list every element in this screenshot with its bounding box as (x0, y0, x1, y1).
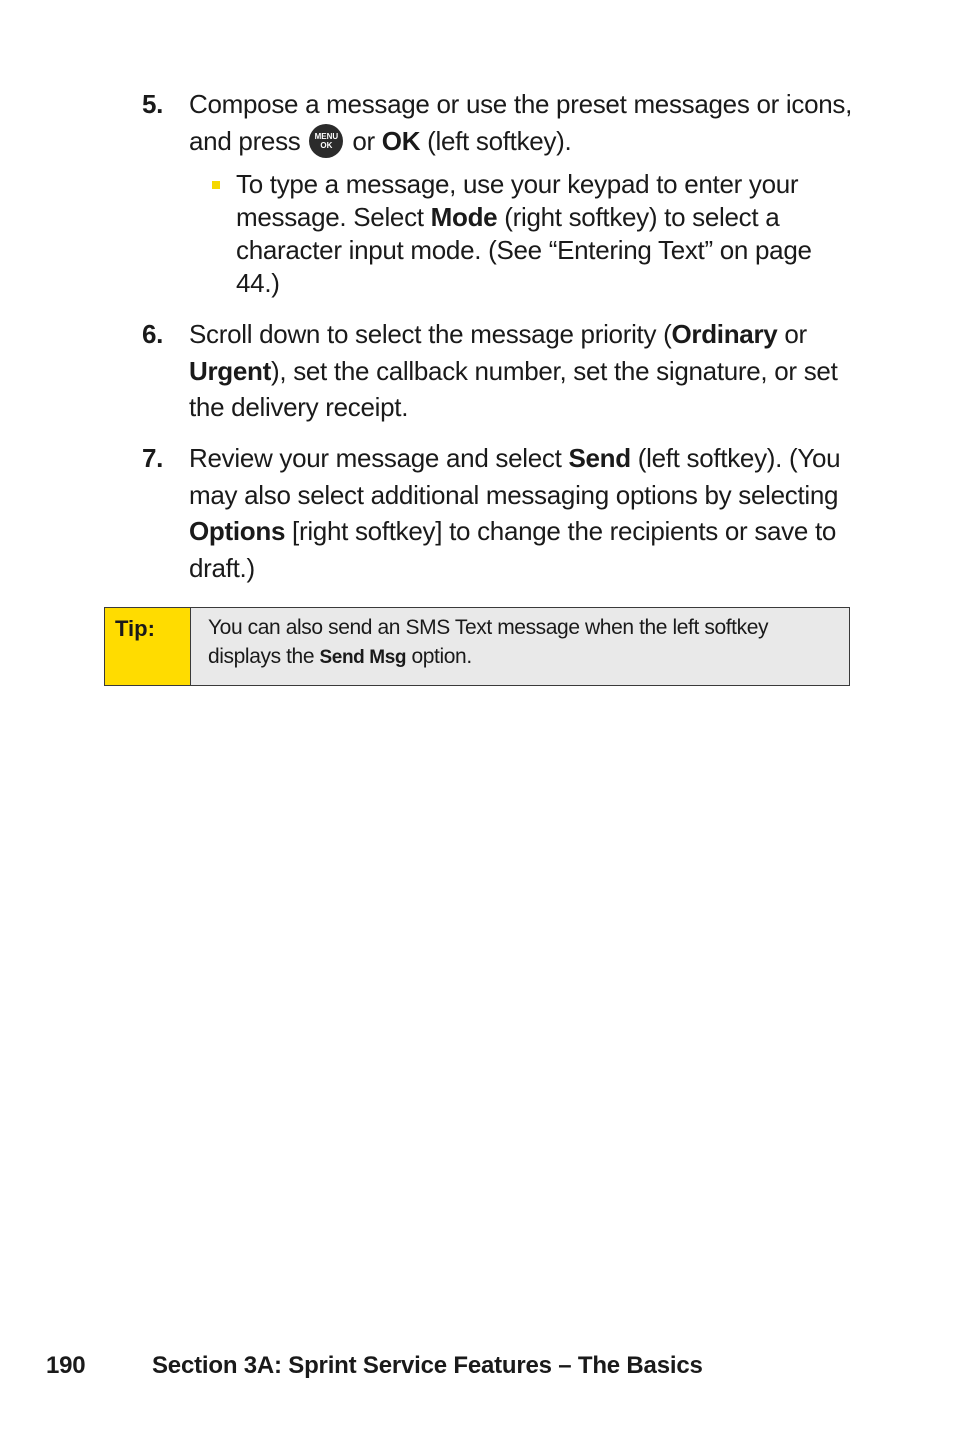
send-msg-label: Send Msg (319, 647, 407, 668)
step-text: Compose a message or use the preset messages or icons, and press MENU OK or OK (left softkey). (189, 89, 853, 156)
tip-label: Tip: (115, 616, 155, 641)
step-text: Scroll down to select the message priority (Ordinary or Urgent), set the callback number, set the signature, or set the delivery receipt. (189, 319, 838, 422)
ok-key-label: OK (381, 125, 421, 156)
step-number: 5. (142, 89, 164, 119)
step-number: 7. (142, 443, 164, 473)
send-key-label: Send (568, 443, 631, 473)
bullet-square-icon (212, 181, 220, 189)
menu-ok-icon: MENU OK (309, 124, 343, 158)
options-key-label: Options (189, 516, 286, 546)
tip-box (104, 607, 850, 686)
tip-label-cell (105, 608, 191, 685)
step-text: Review your message and select Send (left softkey). (You may also select additional messaging options by selecting Options [right softkey] to change the recipients or save to draft.) (189, 443, 841, 583)
bullet-text: To type a message, use your keypad to enter your message. Select Mode (right softkey) to select a character input mode. (See “Entering Text” on page 44.) (236, 169, 812, 298)
ordinary-label: Ordinary (671, 319, 778, 349)
tip-text: You can also send an SMS Text message when the left softkey displays the Send Msg option. (208, 616, 769, 668)
mode-key-label: Mode (430, 202, 498, 232)
page-number: 190 (46, 1352, 86, 1379)
urgent-label: Urgent (189, 355, 271, 386)
step-number: 6. (142, 319, 164, 349)
section-title: Section 3A: Sprint Service Features – The Basics (152, 1352, 703, 1379)
